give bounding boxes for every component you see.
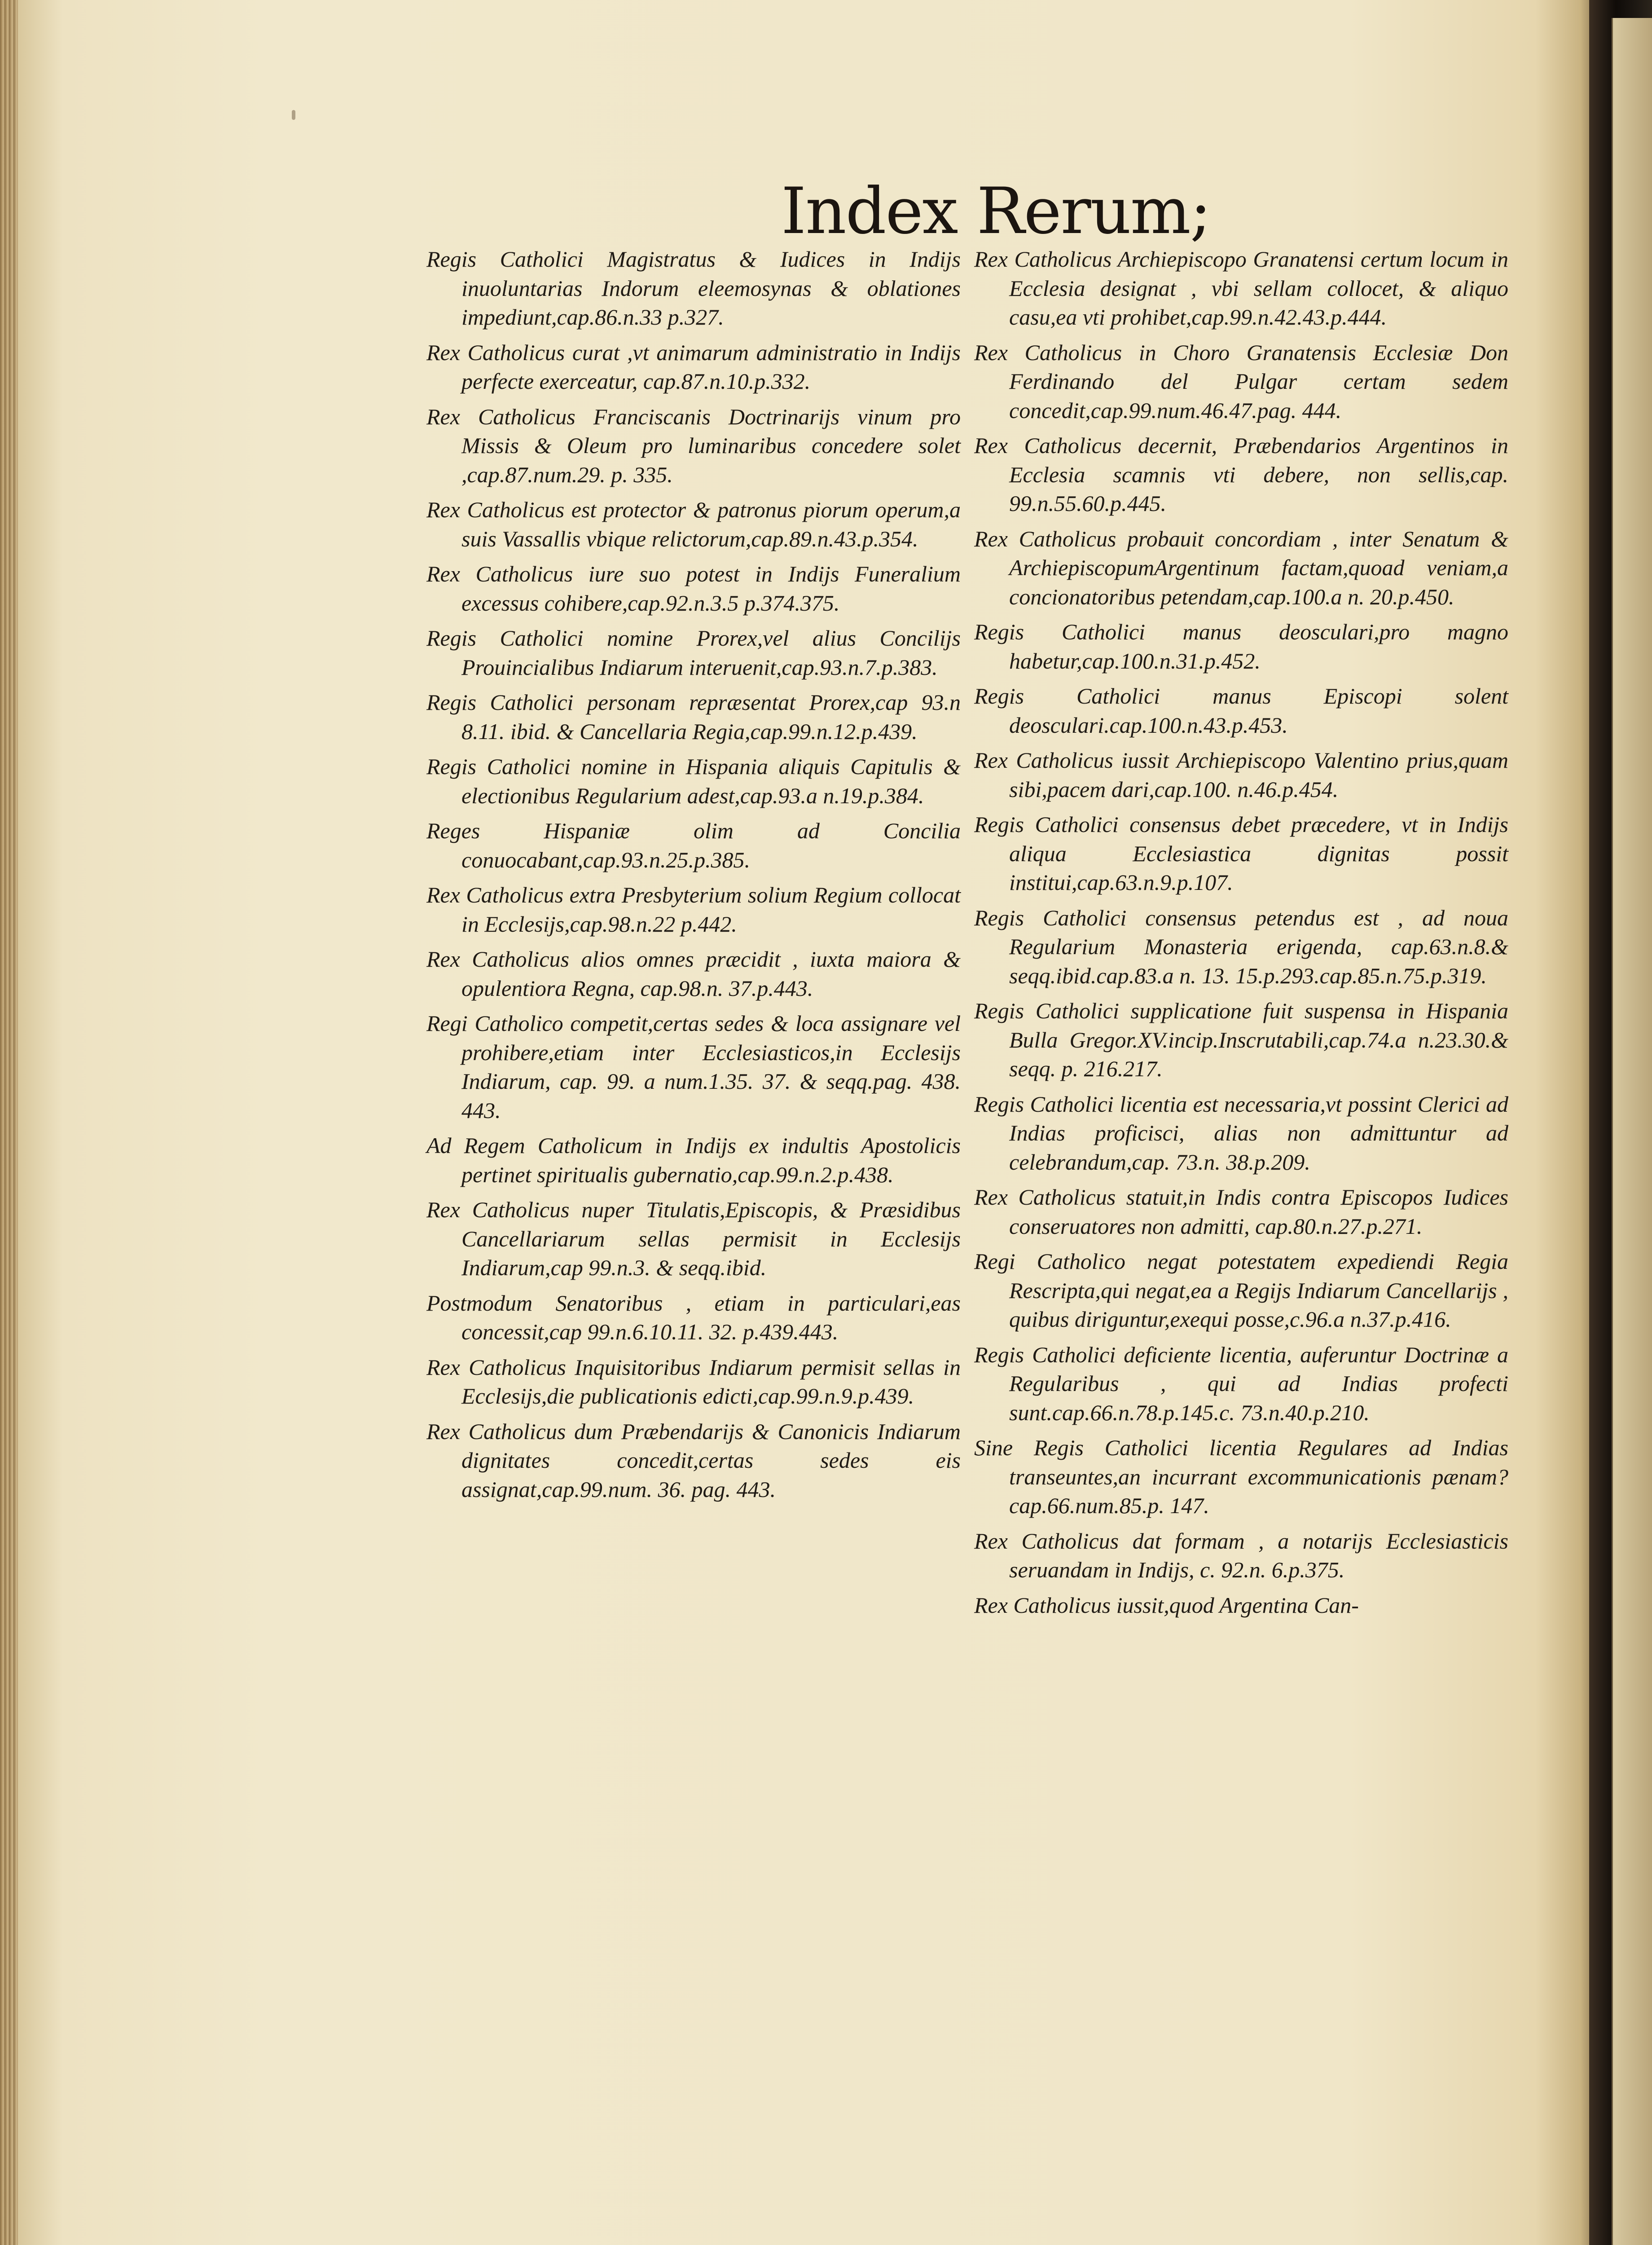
- index-entry: Rex Catholicus alios omnes præcidit , iuxta maiora & opulentiora Regna, cap.98.n. 37.p.443.: [426, 946, 961, 1001]
- left-column: [426, 245, 961, 1510]
- index-entry: Regis Catholici nomine Prorex,vel alius Concilijs Prouincialibus Indiarum interuenit,cap.93.n.7.p.383.: [426, 625, 961, 680]
- index-entry: Rex Catholicus Inquisitoribus Indiarum permisit sellas in Ecclesijs,die publicationis edicti,cap.99.n.9.p.439.: [426, 1354, 961, 1409]
- index-entry: Regis Catholici Magistratus & Iudices in Indijs inuoluntarias Indorum eleemosynas & oblationes impediunt,cap.86.n.33 p.327.: [426, 247, 961, 330]
- index-entry: Regis Catholici consensus petendus est , ad noua Regularium Monasteria erigenda, cap.63.n.8.& seqq.ibid.cap.83.a n. 13. 15.p.293.cap.85.n.75.p.319.: [974, 905, 1508, 988]
- index-entry: Rex Catholicus dum Præbendarijs & Canonicis Indiarum dignitates concedit,certas sedes eis assignat,cap.99.num. 36. pag. 443.: [426, 1418, 961, 1502]
- index-entry: Regis Catholici supplicatione fuit suspensa in Hispania Bulla Gregor.XV.incip.Inscrutabili,cap.74.a n.23.30.& seqq. p. 216.217.: [974, 998, 1508, 1081]
- index-entry: Ad Regem Catholicum in Indijs ex indultis Apostolicis pertinet spiritualis gubernatio,cap.99.n.2.p.438.: [426, 1133, 961, 1187]
- right-column: [974, 245, 1508, 1626]
- index-entry: Regis Catholici manus deosculari,pro magno habetur,cap.100.n.31.p.452.: [974, 619, 1508, 674]
- index-entry: Regi Catholico competit,certas sedes & loca assignare vel prohibere,etiam inter Ecclesiasticos,in Ecclesijs Indiarum, cap. 99. a num.1.35. 37. & seqq.pag. 438. 443.: [426, 1011, 961, 1123]
- index-entry: Sine Regis Catholici licentia Regulares ad Indias transeuntes,an incurrant excommunicationis pænam?cap.66.num.85.p. 147.: [974, 1435, 1508, 1518]
- index-entry: Rex Catholicus probauit concordiam , inter Senatum & ArchiepiscopumArgentinum factam,quoad veniam,a concionatoribus petendam,cap.100.a n. 20.p.450.: [974, 526, 1508, 609]
- index-entry: Reges Hispaniæ olim ad Concilia conuocabant,cap.93.n.25.p.385.: [426, 818, 961, 872]
- index-entry: Rex Catholicus in Choro Granatensis Ecclesiæ Don Ferdinando del Pulgar certam sedem concedit,cap.99.num.46.47.pag. 444.: [974, 339, 1508, 423]
- index-entry: Rex Catholicus iure suo potest in Indijs Funeralium excessus cohibere,cap.92.n.3.5 p.374.375.: [426, 561, 961, 616]
- index-entry: Rex Catholicus iussit,quod Argentina Can-: [974, 1592, 1359, 1618]
- index-entry: Rex Catholicus Archiepiscopo Granatensi certum locum in Ecclesia designat , vbi sellam collocet, & aliquo casu,ea vti prohibet,cap.99.n.42.43.p.444.: [974, 247, 1508, 330]
- index-entry: Regi Catholico negat potestatem expediendi Regia Rescripta,qui negat,ea a Regijs Indiarum Cancellarijs , quibus diriguntur,exequi posse,c.96.a n.37.p.416.: [974, 1249, 1508, 1332]
- index-entry: Rex Catholicus dat formam , a notarijs Ecclesiasticis seruandam in Indijs, c. 92.n. 6.p.375.: [974, 1528, 1508, 1582]
- index-entry: Rex Catholicus Franciscanis Doctrinarijs vinum pro Missis & Oleum pro luminaribus concedere solet ,cap.87.num.29. p. 335.: [426, 404, 961, 487]
- index-entry: Rex Catholicus statuit,in Indis contra Episcopos Iudices conseruatores non admitti, cap.80.n.27.p.271.: [974, 1184, 1508, 1239]
- page-title: Index Rerum;: [781, 174, 1211, 248]
- index-entry: Rex Catholicus iussit Archiepiscopo Valentino prius,quam sibi,pacem dari,cap.100. n.46.p.454.: [974, 748, 1508, 802]
- index-entry: Regis Catholici manus Episcopi solent deosculari.cap.100.n.43.p.453.: [974, 683, 1508, 738]
- index-entry: Rex Catholicus decernit, Præbendarios Argentinos in Ecclesia scamnis vti debere, non sellis,cap. 99.n.55.60.p.445.: [974, 433, 1508, 516]
- facing-page-edge: [1612, 18, 1652, 2245]
- ink-mark: [292, 110, 295, 120]
- index-entry: Rex Catholicus nuper Titulatis,Episcopis, & Præsidibus Cancellariarum sellas permisit in Ecclesijs Indiarum,cap 99.n.3. & seqq.ibid.: [426, 1197, 961, 1280]
- index-entry: Regis Catholici personam repræsentat Prorex,cap 93.n 8.11. ibid. & Cancellaria Regia,cap.99.n.12.p.439.: [426, 690, 961, 744]
- index-entry: Postmodum Senatoribus , etiam in particulari,eas concessit,cap 99.n.6.10.11. 32. p.439.443.: [426, 1290, 961, 1344]
- index-entry: Rex Catholicus curat ,vt animarum administratio in Indijs perfecte exerceatur, cap.87.n.10.p.332.: [426, 339, 961, 394]
- index-entry: Regis Catholici deficiente licentia, auferuntur Doctrinæ a Regularibus , qui ad Indias profecti sunt.cap.66.n.78.p.145.c. 73.n.40.p.210.: [974, 1342, 1508, 1425]
- index-entry: Rex Catholicus extra Presbyterium solium Regium collocat in Ecclesijs,cap.98.n.22 p.442.: [426, 882, 961, 937]
- index-entry: Regis Catholici licentia est necessaria,vt possint Clerici ad Indias proficisci, alias non admittuntur ad celebrandum,cap. 73.n. 38.p.209.: [974, 1091, 1508, 1175]
- index-entry: Rex Catholicus est protector & patronus piorum operum,a suis Vassallis vbique relictorum,cap.89.n.43.p.354.: [426, 497, 961, 551]
- index-entry: Regis Catholici nomine in Hispania aliquis Capitulis & electionibus Regularium adest,cap.93.a n.19.p.384.: [426, 754, 961, 808]
- page-edge: [0, 0, 18, 2245]
- index-entry: Regis Catholici consensus debet præcedere, vt in Indijs aliqua Ecclesiastica dignitas possit institui,cap.63.n.9.p.107.: [974, 812, 1508, 895]
